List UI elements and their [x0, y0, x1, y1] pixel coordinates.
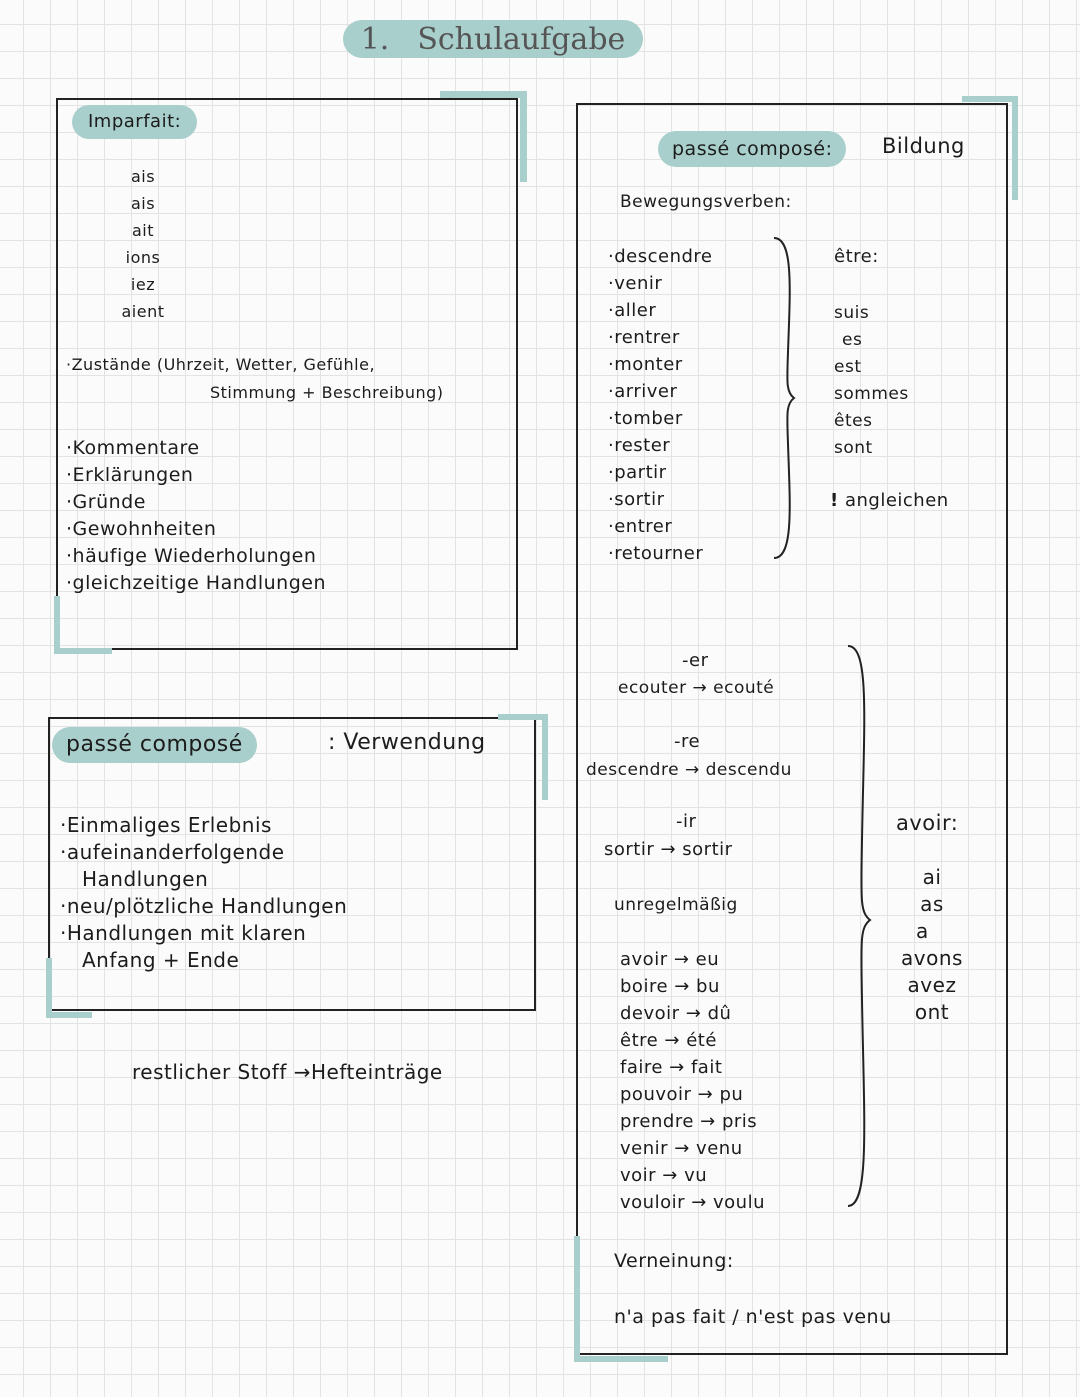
verneinung-example: n'a pas fait / n'est pas venu [614, 1306, 892, 1328]
rest-note: restlicher Stoff →Hefteinträge [132, 1060, 443, 1084]
irregular-item: avoir → eu [620, 949, 720, 970]
verb-item: ·venir [608, 273, 663, 294]
imparfait-endings [118, 163, 168, 325]
form-item: a [916, 919, 929, 943]
irregular-item: vouloir → voulu [620, 1192, 765, 1213]
list-item: Handlungen [82, 867, 209, 891]
ending-item: aient [121, 302, 165, 321]
ending-example: descendre → descendu [586, 760, 792, 780]
verb-item: ·aller [608, 300, 657, 321]
ending-label: -ir [676, 811, 697, 832]
irregular-item: venir → venu [620, 1138, 743, 1159]
etre-forms [834, 300, 909, 462]
list-item: ·Einmaliges Erlebnis [60, 813, 272, 837]
bildung-heading-rest: Bildung [882, 134, 965, 158]
verb-item: ·tomber [608, 408, 683, 429]
bewegung-label: Bewegungsverben: [620, 192, 792, 212]
form-item: ont [914, 1000, 950, 1024]
ending-example: ecouter → ecouté [618, 678, 775, 698]
ending-item: ions [125, 248, 161, 267]
verb-item: ·partir [608, 462, 667, 483]
list-item: ·aufeinanderfolgende [60, 840, 285, 864]
list-item: ·gleichzeitige Handlungen [66, 572, 326, 594]
title-number: 1. [360, 21, 390, 57]
verb-item: ·entrer [608, 516, 673, 537]
form-item: suis [834, 303, 870, 323]
ending-label: -er [682, 650, 709, 671]
verwendung-heading: passé composé [52, 727, 257, 763]
verwendung-items [60, 812, 347, 974]
irregular-list [620, 946, 765, 1216]
list-item: ·häufige Wiederholungen [66, 545, 317, 567]
avoir-label: avoir: [896, 811, 959, 835]
corner-accent [54, 596, 112, 654]
irregular-item: faire → fait [620, 1057, 723, 1078]
irregular-item: être → été [620, 1030, 717, 1051]
verb-item: ·retourner [608, 543, 704, 564]
angleichen-text: angleichen [844, 490, 949, 511]
verb-item: ·sortir [608, 489, 665, 510]
list-item: ·Handlungen mit klaren [60, 921, 307, 945]
form-item: avons [901, 946, 963, 970]
ending-example: sortir → sortir [604, 839, 733, 860]
form-item: êtes [834, 411, 873, 431]
verb-item: ·descendre [608, 246, 713, 267]
form-item: est [834, 357, 862, 377]
ending-item: ait [131, 221, 155, 240]
imparfait-uses [66, 435, 326, 597]
form-item: es [842, 330, 863, 350]
list-item: ·Gewohnheiten [66, 518, 217, 540]
ending-label: -re [674, 731, 701, 752]
form-item: as [920, 892, 944, 916]
verb-item: ·rentrer [608, 327, 680, 348]
imparfait-heading: Imparfait: [72, 105, 197, 139]
list-item: ·neu/plötzliche Handlungen [60, 894, 348, 918]
list-item: ·Kommentare [66, 437, 200, 459]
form-item: ai [922, 865, 942, 889]
title-text: Schulaufgabe [417, 21, 626, 57]
list-item: ·Erklärungen [66, 464, 194, 486]
list-item: ·Gründe [66, 491, 146, 513]
verb-item: ·rester [608, 435, 671, 456]
ending-item: ais [130, 167, 156, 186]
ending-item: iez [130, 275, 156, 294]
irregular-item: pouvoir → pu [620, 1084, 744, 1105]
corner-accent [440, 91, 527, 182]
form-item: sommes [834, 384, 909, 404]
etre-label: être: [834, 246, 879, 267]
brace-icon [768, 232, 802, 564]
bildung-heading: passé composé: [658, 131, 846, 167]
ending-item: ais [130, 194, 156, 213]
page-title [343, 20, 643, 58]
form-item: sont [834, 438, 873, 458]
corner-accent [498, 714, 548, 800]
list-item: Anfang + Ende [82, 948, 240, 972]
form-item: avez [907, 973, 957, 997]
corner-accent [962, 96, 1018, 200]
warning-icon: ! [830, 490, 839, 511]
verb-item: ·arriver [608, 381, 678, 402]
verb-item: ·monter [608, 354, 683, 375]
irregular-item: prendre → pris [620, 1111, 758, 1132]
usage-line: Stimmung + Beschreibung) [210, 383, 444, 402]
irregular-item: boire → bu [620, 976, 720, 997]
irregular-item: devoir → dû [620, 1003, 732, 1024]
verneinung-label: Verneinung: [614, 1250, 734, 1272]
usage-line: ·Zustände (Uhrzeit, Wetter, Gefühle, [66, 355, 376, 374]
unregelmassig-label: unregelmäßig [614, 895, 738, 915]
brace-icon [842, 640, 874, 1212]
avoir-forms [896, 864, 968, 1026]
angleichen-note [830, 490, 949, 511]
irregular-item: voir → vu [620, 1165, 708, 1186]
bewegungsverben-list [608, 243, 712, 567]
verwendung-heading-rest: : Verwendung [328, 730, 486, 755]
